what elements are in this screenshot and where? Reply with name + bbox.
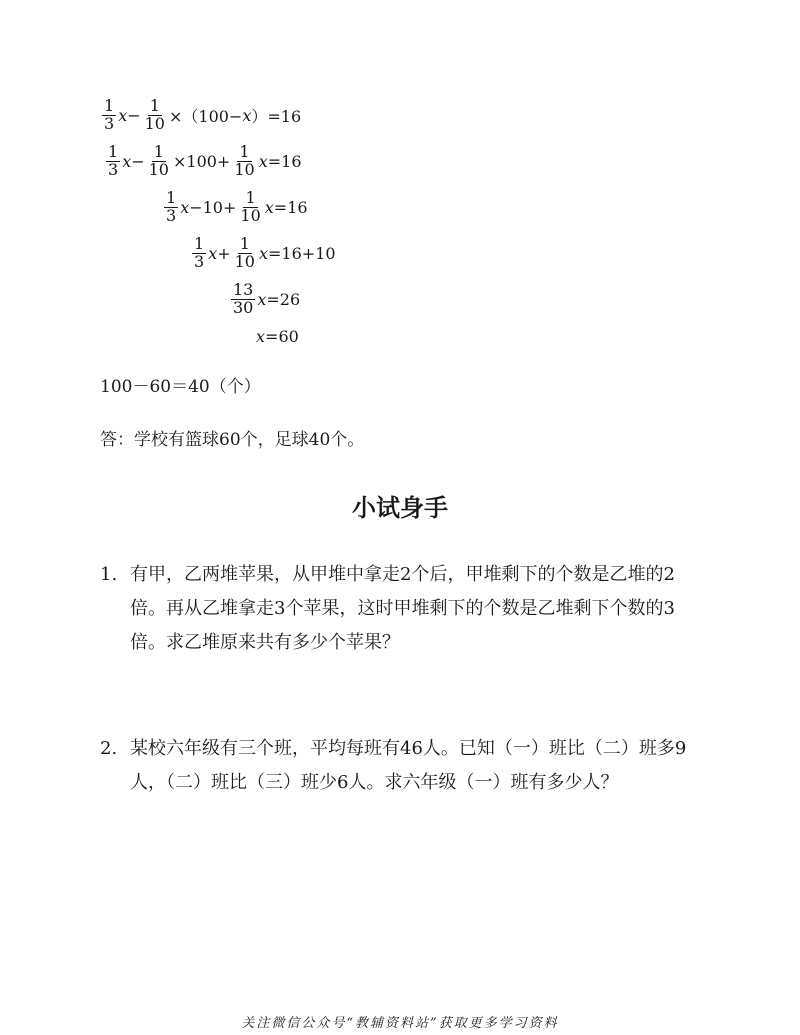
fraction: $\frac{1}{3}$ xyxy=(194,234,205,271)
problem-text: 有甲，乙两堆苹果，从甲堆中拿走2个后，甲堆剩下的个数是乙堆的2倍。再从乙堆拿走3个苹果，这时甲堆剩下的个数是乙堆剩下个数的3倍。求乙堆原来共有多少个苹果？ xyxy=(130,564,675,653)
fraction: $\frac{1}{10}$ xyxy=(234,234,255,271)
calculation-line: 100－60＝40（个） xyxy=(100,377,261,397)
answer-line: 答：学校有篮球60个，足球40个。 xyxy=(100,430,365,450)
equation-line-1: $\frac{1}{3}$ x − $\frac{1}{10}$ ×（100− x ）=16 xyxy=(104,96,302,133)
equation-line-5: $\frac{13}{30}$ x =26 xyxy=(233,280,301,317)
equation-line-4: $\frac{1}{3}$ x + $\frac{1}{10}$ x =16+10 xyxy=(194,234,336,271)
problem-number: 1. xyxy=(100,564,118,585)
problem-number: 2. xyxy=(100,738,118,759)
problem-1 xyxy=(100,558,700,660)
problem-text: 某校六年级有三个班，平均每班有46人。已知（一）班比（二）班多9人，（二）班比（三）班少6人。求六年级（一）班有多少人？ xyxy=(130,738,687,793)
fraction: $\frac{1}{3}$ xyxy=(104,96,115,133)
equation-line-3: $\frac{1}{3}$ x −10+ $\frac{1}{10}$ x =16 xyxy=(166,188,308,225)
equation-line-6: x =60 xyxy=(256,327,299,346)
fraction: $\frac{1}{10}$ xyxy=(148,142,169,179)
equation-line-2: $\frac{1}{3}$ x − $\frac{1}{10}$ ×100+ $\frac{1}{10}$ x =16 xyxy=(108,142,302,179)
problem-2 xyxy=(100,732,700,800)
fraction: $\frac{13}{30}$ xyxy=(233,280,254,317)
fraction: $\frac{1}{3}$ xyxy=(108,142,119,179)
section-title: 小试身手 xyxy=(352,493,448,522)
fraction: $\frac{1}{3}$ xyxy=(166,188,177,225)
footer-note: 关注微信公众号“教辅资料站”获取更多学习资料 xyxy=(241,1016,559,1031)
fraction: $\frac{1}{10}$ xyxy=(234,142,255,179)
fraction: $\frac{1}{10}$ xyxy=(240,188,261,225)
fraction: $\frac{1}{10}$ xyxy=(144,96,165,133)
